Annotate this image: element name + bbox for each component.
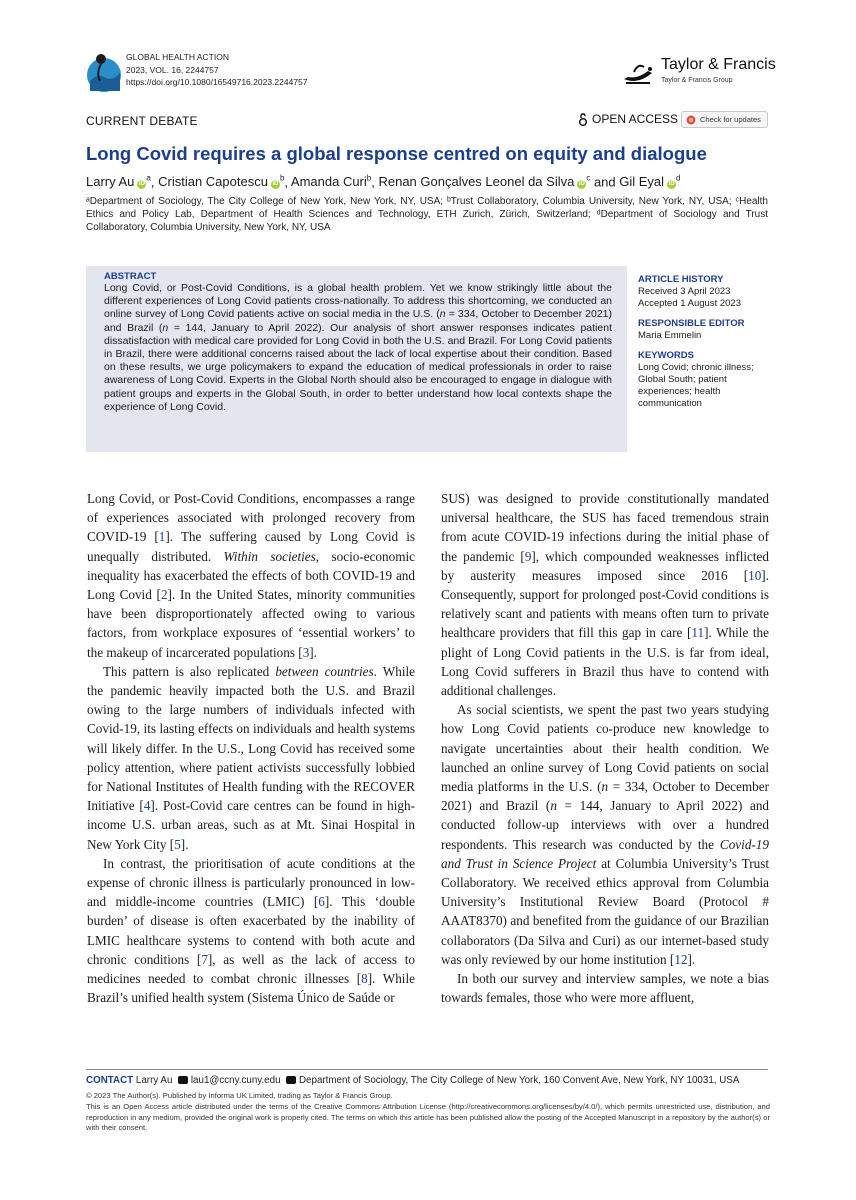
abstract-text: Long Covid, or Post-Covid Conditions, is a global health problem. Yet we know strikingly little about the different experiences of Long Covid patients cross-nationally. To address this shortcoming, we conducted an online survey of Long Covid patients active on social media in the U.S. (n = 334, October to December 2021) and Brazil (n = 144, January to April 2022). Our analysis of short answer responses indicates patient dissatisfaction with medical care provided for Long Covid in both the U.S. and Brazil. For Long Covid patients in Brazil, there were additional concerns raised about the lack of local expertise about their condition. Based on these results, we urge policymakers to expand the education of medical professionals in order to raise awareness of Long Covid. Experts in the Global North should also be encouraged to engage in dialogue with patient groups and experts in the Global South, in order to better understand how local contexts shape the experience of Long Covid. [104, 282, 613, 413]
citation-link[interactable]: 5 [174, 836, 181, 852]
citation-link[interactable]: 3 [302, 644, 310, 660]
check-for-updates-button[interactable] [681, 111, 768, 128]
lamp-icon [620, 59, 656, 87]
orcid-icon[interactable]: iD [668, 181, 675, 188]
received-date: Received 3 April 2023 [638, 286, 731, 297]
affiliation-marker: b [279, 174, 285, 183]
body-column-left [87, 489, 415, 1007]
journal-info [126, 51, 308, 89]
article-title: Long Covid requires a global response centred on equity and dialogue [86, 143, 707, 164]
open-lock-icon [578, 113, 588, 126]
body-paragraph: In contrast, the prioritisation of acute conditions at the expense of chronic illness is particularly pronounced in low- and middle-income countries (LMIC) [6]. This ‘double burden’ of disease is often exacerbated by the inability of LMIC healthcare systems to contend with both acute and chronic conditions [7], as well as the lack of access to medicines needed to combat chronic illnesses [8]. While Brazil’s unified health system (Sistema Único de Saúde or [87, 855, 415, 1006]
accepted-date: Accepted 1 August 2023 [638, 298, 741, 309]
citation-link[interactable]: 2 [160, 587, 168, 603]
author-name: Larry Au [86, 174, 135, 190]
author [619, 174, 680, 189]
email-icon [178, 1076, 188, 1084]
contact-email[interactable]: lau1@ccny.cuny.edu [190, 1075, 281, 1086]
keywords-heading: KEYWORDS [638, 350, 694, 361]
contact-address: Department of Sociology, The City College of New York, 160 Convent Ave, New York, NY 10031, USA [298, 1075, 740, 1086]
author-name: Renan Gonçalves Leonel da Silva [378, 174, 575, 190]
journal-volume: 2023, VOL. 16, 2244757 [126, 64, 219, 75]
affiliation-marker: c [586, 174, 591, 183]
journal-name: GLOBAL HEALTH ACTION [126, 52, 229, 62]
article-info-sidebar [638, 274, 773, 410]
orcid-icon[interactable]: iD [578, 181, 585, 188]
citation-link[interactable]: 7 [201, 951, 208, 967]
author-name: Cristian Capotescu [158, 174, 268, 190]
body-paragraph: In both our survey and interview samples, we note a bias towards females, those who were more affluent, [441, 971, 769, 1006]
author [86, 174, 151, 189]
citation-link[interactable]: 10 [748, 567, 762, 583]
doi-link[interactable]: https://doi.org/10.1080/16549716.2023.2244757 [126, 77, 308, 87]
author-name: Gil Eyal [619, 174, 665, 190]
citation-link[interactable]: 11 [691, 625, 705, 641]
author [158, 174, 284, 189]
citation-link[interactable]: 8 [361, 971, 368, 987]
publisher-logo [620, 55, 776, 91]
citation-link[interactable]: 9 [524, 548, 532, 564]
publisher-group: Taylor & Francis Group [661, 77, 733, 84]
check-updates-label: Check for updates [700, 115, 761, 124]
body-column-right [441, 489, 769, 1007]
citation-link[interactable]: 1 [158, 529, 166, 545]
abstract-heading: ABSTRACT [104, 271, 157, 282]
address-icon [286, 1076, 296, 1084]
section-label: CURRENT DEBATE [86, 114, 198, 128]
responsible-editor-heading: RESPONSIBLE EDITOR [638, 318, 745, 329]
affiliation-marker: b [366, 174, 372, 183]
open-access-text: OPEN ACCESS [592, 112, 679, 126]
publisher-name: Taylor & Francis [661, 56, 776, 73]
responsible-editor: Maria Emmelin [638, 330, 702, 341]
author [291, 174, 371, 189]
affiliation-marker: a [146, 174, 151, 183]
affiliation-marker: d [676, 174, 681, 183]
license-text: This is an Open Access article distributed under the terms of the Creative Commons Attribution License (http://creativecommons.org/licenses/by/4.0/), which permits unrestricted use, distribution, and reproduction in any medium, provided the original work is properly cited. The terms on which this article has been published allow the posting of the Accepted Manuscript in a repository by the author(s) or with their consent. [86, 1102, 770, 1132]
contact-label: CONTACT [86, 1075, 134, 1086]
copyright-notice: © 2023 The Author(s). Published by Informa UK Limited, trading as Taylor & Francis Group. [86, 1091, 393, 1100]
citation-link[interactable]: 4 [143, 798, 151, 814]
journal-logo-icon [84, 51, 124, 93]
open-access-label [578, 112, 678, 126]
contact-line [86, 1075, 739, 1086]
author-name: Amanda Curi [290, 174, 367, 190]
orcid-icon[interactable]: iD [272, 181, 279, 188]
author-list: Larry Au $iD^a$, Cristian Capotescu $iD^b$, Amanda Curi$^b$, Renan Gonçalves Leonel da Silva $iD^c$ and Gil Eyal $iD^d$ [86, 174, 681, 190]
citation-link[interactable]: 6 [318, 894, 325, 910]
orcid-icon[interactable]: iD [138, 181, 145, 188]
footer-divider [86, 1069, 768, 1070]
body-paragraph: Long Covid, or Post-Covid Conditions, encompasses a range of experiences associated with prolonged recovery from COVID-19 [1]. The suffering caused by Long Covid is unequally distributed. Within societies, socio-economic inequality has exacerbated the effects of both COVID-19 and Long Covid [2]. In the United States, minority communities have been disproportionately affected owing to various factors, from workplace exposures of ‘essential workers’ to the makeup of incarcerated populations [3]. [87, 491, 415, 660]
keywords: Long Covid; chronic illness; Global South; patient experiences; health communication [638, 362, 754, 409]
author [378, 174, 590, 189]
body-paragraph: This pattern is also replicated between countries. While the pandemic heavily impacted both the U.S. and Brazil owing to the large numbers of individuals infected with Covid-19, its lasting effects on individuals and health systems will likely differ. In the U.S., Long Covid has received some policy attention, where patient activists successfully lobbied for National Institutes of Health funding with the RECOVER Initiative [4]. Post-Covid care centres can be found in high-income U.S. urban areas, such as at Mt. Sinai Hospital in New York City [5]. [87, 663, 415, 852]
citation-link[interactable]: 12 [674, 951, 688, 967]
body-paragraph: As social scientists, we spent the past two years studying how Long Covid patients co-produce new knowledge to navigate uncertainties about their health condition. We launched an online survey of Long Covid patients on social media platforms in the U.S. (n = 334, October to December 2021) and Brazil (n = 144, January to April 2022) and conducted follow-up interviews with over a hundred respondents. This research was conducted by the Covid-19 and Trust in Science Project at Columbia University’s Trust Collaboratory. We received ethics approval from Columbia University’s Institutional Review Board (Protocol # AAAT8370) and benefited from the guidance of our Brazilian collaborators (Da Silva and Curi) as our internet-based study was only reviewed by our home institution [12]. [441, 702, 770, 967]
affiliations: ᵃDepartment of Sociology, The City College of New York, New York, NY, USA; ᵇTrust Collaboratory, Columbia University, New York, NY, USA; ᶜHealth Ethics and Policy Lab, Department of Health Sciences and Technology, ETH Zurich, Zürich, Switzerland; ᵈDepartment of Sociology and Trust Collaboratory, Columbia University, New York, NY, USA [86, 196, 768, 233]
body-paragraph: SUS) was designed to provide constitutionally mandated universal healthcare, the SUS has faced tremendous strain from acute COVID-19 infections during the initial phase of the pandemic [9], which compounded weaknesses inflicted by austerity measures imposed since 2016 [10]. Consequently, support for prolonged post-Covid conditions is relatively scant and patients with means often turn to private healthcare providers that fill this gap in care [11]. While the plight of Long Covid patients in the U.S. is far from ideal, Long Covid sufferers in Brazil thus have to contend with additional challenges. [441, 491, 769, 699]
check-updates-icon [686, 115, 696, 125]
contact-name: Larry Au [135, 1075, 173, 1086]
article-history-heading: ARTICLE HISTORY [638, 274, 724, 285]
